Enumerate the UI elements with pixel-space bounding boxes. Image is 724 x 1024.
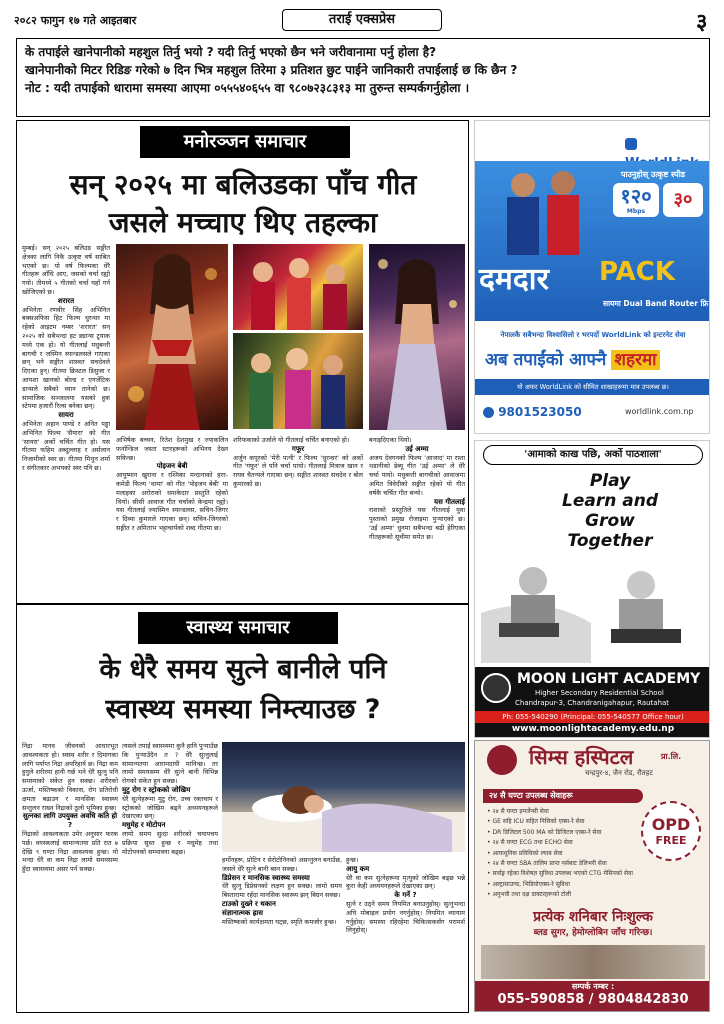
article-text: अजय देवगनको फिल्म 'आजाद' मा राशा थडानीको डेब्यू गीत 'उई अम्मा' ले धेरै चर्चा पायो। मधुबन्ती बागचीको आवाजमा अमित त्रिवेदीको सङ्गीत रहेको यो गीत वर्षकै चर्चित गीत बन्यो।	[369, 453, 465, 497]
hospital-logo-icon	[487, 745, 517, 775]
subheading: टाउको दुख्ने र थकान	[222, 899, 276, 908]
services-list	[487, 807, 647, 901]
article-text: धेरै सुत्नु डिप्रेसनको लक्षण हुन सक्छ। लामो समय बिस्तारामा रहँदा मानसिक स्वास्थ्य झन् बिग्रन सक्छ।	[222, 882, 342, 900]
article-text: सुत्ने र उठ्ने समय नियमित बनाउनुहोस्। सुत्नुभन्दा अघि मोबाइल प्रयोग नगर्नुहोस्। नियमित व्यायाम गर्नुहोस्। समस्या रहिरहेमा चिकित्सकसँग परामर्श लिनुहोस्।	[346, 899, 465, 935]
notice-line-1: के तपाईले खानेपानीको महशुल तिर्नु भयो ? यदी तिर्नु भएको छैन भने जरीवानामा पर्नु होला है?	[25, 45, 437, 59]
health-section-banner: स्वास्थ्य समाचार	[138, 612, 338, 644]
cricketers-image	[493, 165, 593, 255]
hospital-staff-photos	[481, 945, 705, 979]
hospital-address: चन्द्रपुर-४, जैन रोड, रौतहट	[585, 769, 653, 777]
pack-text: PACK	[599, 257, 676, 287]
hospital-pvt: प्रा.लि.	[661, 752, 682, 761]
entertainment-section-banner: मनोरञ्जन समाचार	[140, 126, 350, 158]
service-item: • अल्ट्रासाउण्ड, भिडियोएक्स-रे सुविधा	[487, 880, 570, 888]
article-text: आयुष्मान खुराना र रश्मिका मन्दानाको हरर-कमेडी फिल्म 'थामा' को गीत 'पोइजन बेबी' मा मलाइका अरोराको धमाकेदार प्रस्तुति रहेको थियो। सीसी आवाज गीत चर्चाको केन्द्रमा रह्यो। यस गीतलाई ज्यास्मिन स्यान्डलस, सचिन-जिगर र दिव्या कुमारले गाएका छन्। सचिन-जिगरको सङ्गीत र अमिताभ भट्टाचार्यको शब्द गीतमा छ।	[116, 471, 228, 532]
academy-sub: Higher Secondary Residential School	[535, 689, 664, 697]
headline-line-1: के धेरै समय सुत्ने बानीले पनि	[99, 654, 387, 685]
worldlink-line-1: नेपालकै सबैभन्दा विश्वासिलो र भरपर्दो WorldLink को इन्टरनेट सेवा	[500, 331, 686, 339]
service-item: • २४ सै घण्टा SBA तालिम प्राप्त नर्सबाट डेलिभरी सेवा	[487, 860, 607, 868]
service-item: • DR डिजिटल 500 MA को डिजिटल एक्स-रे सेवा	[487, 828, 602, 836]
health-col-4	[346, 856, 465, 1008]
article-text: अभिनेता रणवीर सिंह अभिनित बक्सअफिस हिट फिल्म धुरन्धर मा रहेको आइटम नम्बर 'शरारत' सन् २०२५ को सबैभन्दा हट ड्यान्स ट्र्याक मध्ये एक हो। यो गीतलाई मधुबन्ती बागची र जस्मिन स्यान्डलसले गाएका छन् भने सङ्गीत शास्वत सचदेवले दिएका हुन्। गीतमा क्रिस्टल डिसुजा र आयशा खानको बोल्ड र एनर्जेटिक डान्सले सबैको ध्यान तानेको छ। सामाजिक सञ्जालमा यसको हुक स्टेपमा हजारौं रिल्स बनेका छन्।	[22, 305, 110, 411]
article-text: निद्रा मानव जीवनको आधारभूत आवश्यकता हो। स्वस्थ शरीर र दिमागका लागि पर्याप्त निद्रा अपरिहार्य छ। निद्रा कम हुनुले शरीरमा हानी गर्छ भने धेरै सुत्नु पनि समस्याको संकेत हुन सक्छ। शरीरको ऊर्जा, मस्तिष्कको विकास, रोग प्रतिरोधी क्षमता बढाउन र मानसिक स्वास्थ्य सन्तुलन राख्न निद्राको ठूलो भूमिका हुन्छ।	[22, 742, 118, 812]
headline-line-1: सन् २०२५ मा बलिउडका पाँच गीत	[69, 168, 417, 201]
worldlink-phone[interactable]: 9801523050	[483, 405, 582, 419]
opd-free-badge: OPD FREE	[641, 801, 701, 861]
service-item: • २४ सै घण्टा ECG तथा ECHO सेवा	[487, 839, 573, 847]
masthead: तराई एक्सप्रेस	[282, 9, 442, 31]
subheading: मुटु रोग र स्ट्रोकको जोखिम	[122, 785, 191, 794]
academy-web[interactable]: www.moonlightacademy.edu.np	[511, 724, 675, 734]
article-text: बनाइदिएका थियो।	[369, 436, 412, 444]
headline-line-2: स्वास्थ्य समस्या निम्त्याउछ ?	[105, 694, 381, 725]
hospital-contact[interactable]: सम्पर्क नम्बर : 055-590858 / 9804842830	[475, 981, 710, 1012]
article-text: शरिफकाको उर्जाले यो गीतलाई चर्चित बनाएको हो।	[233, 436, 350, 444]
academy-name: MOON LIGHT ACADEMY	[517, 671, 701, 687]
academy-phone[interactable]: Ph: 055-540290 (Principal: 055-540577 Office hour)	[475, 711, 710, 723]
notice-box	[16, 38, 710, 117]
photo-dancer-red	[116, 244, 228, 430]
article-text: अभिनेता अहान पाण्डे र अनित पड्डा अभिनित फिल्म 'सैयारा' को गीत 'सायरा' अर्को चर्चित गीत हो। यस गीतमा फहिम अब्दुल्लाह र अर्सलान निजामीको स्वर छ। गीतमा मिथुन शर्मा र संगीतकार अभयको स्वर पनि छ।	[22, 419, 110, 472]
subheading: सुत्नका लागि उपयुक्त अवधि कति हो ?	[22, 812, 118, 830]
entertainment-col-4	[369, 436, 465, 600]
worldlink-ad[interactable]	[474, 120, 710, 434]
article-text: धेरै सुत्नेहरूमा मुटु रोग, उच्च रक्तचाप र स्ट्रोकको जोखिम बढ्ने अध्ययनहरूले देखाएका छन्।	[122, 794, 218, 821]
moonlight-academy-ad[interactable]	[474, 440, 710, 738]
article-text: निद्राको आवश्यकता उमेर अनुसार फरक पर्छ। वयस्कलाई सामान्यतया प्रति रात ७ देखि ९ घण्टा निद्रा आवश्यक हुन्छ। यो भन्दा धेरै वा कम निद्रा लामो समयसम्म हुँदा स्वास्थ्यमा असर पर्न सक्छ।	[22, 829, 118, 874]
article-text: मस्तिष्कको कार्यक्षमता घट्छ, स्मृति कमजोर हुन्छ।	[222, 917, 337, 926]
subheading: गफूर	[291, 444, 305, 453]
services-title: २४ सै घण्टा उपलब्ध सेवाहरू	[483, 789, 643, 803]
children-reading-image	[481, 553, 705, 663]
health-headline[interactable]	[18, 650, 468, 730]
speed-tag: पाउनुहोस् उत्कृष्ट स्पीड	[620, 170, 686, 179]
phone-icon	[483, 407, 494, 418]
worldlink-logo-icon	[625, 138, 637, 150]
service-item: • अत्याधुनिक प्रविधिको ल्याब सेवा	[487, 849, 563, 857]
service-item: • २४ सै घण्टा इमर्जेन्सी सेवा	[487, 808, 549, 815]
subheading: के गर्ने ?	[394, 891, 417, 900]
free-desc: ब्लड सुगर, हेमोग्लोबिन जाँच गरिन्छ।	[533, 928, 653, 938]
page-header	[0, 0, 724, 36]
service-item: • GE सहि ICU सहित निसिको एक्स-रे सेवा	[487, 818, 585, 826]
photo-dancers-group-red	[233, 244, 363, 330]
worldlink-line-3: यो अफर WorldLink को सीमित शाखाहरूमा मात्र उपलब्ध छ।	[475, 379, 710, 395]
article-text: हर्मोनहरू, प्रोटिन र सेरोटोनिनको असन्तुलन बनाउँछ, जसले धेरै सुत्ने बानी बस्न सक्छ।	[222, 856, 342, 873]
article-text: धेरै वा कम सुत्नेहरूमा मृत्युको जोखिम बढ्छ भन्ने कुरा केही अध्ययनहरूले देखाएका छन्।	[346, 873, 465, 891]
photo-sleeping-woman	[222, 742, 465, 852]
service-item: • सर्वाङ्ग रहेका विशेषज्ञ सुविधा उपलब्ध भएको CTG मेसिनको सेवा	[487, 870, 633, 878]
article-text: लामो समय सुत्दा शरीरको चयापचय प्रक्रिया सुस्त हुन्छ र मधुमेह तथा मोटोपनको सम्भावना बढ्छ।	[122, 829, 218, 856]
health-col-2	[122, 742, 218, 1008]
subheading: आयु कम	[346, 864, 370, 873]
subheading: पोइजन बेबी	[156, 462, 188, 471]
photo-dancer-purple	[369, 244, 465, 430]
worldlink-city: अब तपाईंको आफ्नै शहरमा	[485, 347, 705, 377]
router-text: सायमा Dual Band Router फ्रि	[603, 299, 709, 308]
entertainment-col-3	[233, 436, 363, 600]
sims-hospital-ad[interactable]	[474, 740, 710, 1012]
entertainment-col-2	[116, 436, 228, 600]
article-text: अभिषेक बच्चन, रितेश देशमुख र ज्याकलिन फर्नान्डिज जस्ता स्टारहरूको अभिनय देख्न सकिन्छ।	[116, 436, 228, 462]
academy-logo-icon	[481, 673, 511, 703]
article-text: हुन्छ।	[346, 856, 359, 864]
academy-footer	[475, 667, 710, 738]
play-learn-slogan: Play Learn and Grow Together	[562, 471, 658, 551]
article-text: राशाको प्रस्तुतिले यस गीतलाई युवा पुस्ताको प्रमुख रोजाइमा पुर्‍याएको छ। 'उई अम्मा' धुनमा सबैभन्दा बढी हेरिएका गीतहरूको सूचीमा समेत छ।	[369, 506, 465, 541]
subheading: सायरा	[58, 411, 74, 420]
entertainment-headline[interactable]	[20, 166, 466, 242]
article-text: त्यसले तपाईं स्वास्थ्यमा कुनै हानि पुर्‍याउँछ कि पुर्‍याउँदैन त ? धेरै सुत्नुलाई सामान्यतया आरामदायी मानिन्छ। तर लामो समयसम्म धेरै सुत्ने बानी विभिन्न रोगको संकेत हुन सक्छ।	[122, 742, 218, 786]
date-line: २०८२ फागुन १७ गते आइतबार	[14, 14, 137, 27]
subheading: शरारत	[57, 296, 75, 305]
headline-line-2: जसले मच्चाए थिए तहल्का	[108, 206, 378, 239]
worldlink-site[interactable]: worldlink.com.np	[625, 407, 694, 416]
photo-dancers-party	[233, 333, 363, 429]
health-col-3	[222, 856, 342, 1008]
academy-address: Chandrapur-3, Chandranigahapur, Rautahat	[515, 699, 670, 707]
entertainment-col-1	[22, 244, 110, 600]
notice-line-3: नोट : यदी तपाईको धारामा समस्या आएमा ०५५५४०६५५ वा ९८०७२३८३१३ मा तुरुन्त सम्पर्कगर्नुहोला ।	[25, 81, 470, 95]
hospital-name: सिम्स हस्पिटल	[529, 745, 634, 769]
page-number: ३	[696, 10, 708, 35]
speed-badge: १२० Mbps	[613, 183, 659, 217]
damdar-text: दमदार	[479, 262, 549, 297]
article-text: मुम्बई। सन् २०२५ बलिउड सङ्गीत क्षेत्रका लागि निकै उत्कृष्ट वर्ष साबित भएको छ। यो वर्ष फिल्मका धेरै गीतहरू आँधि आए, जसको चर्चा रह्यो गयो। तीमध्ये ५ गीतको चर्चा यहाँ गर्न खोजिएको छ।	[22, 244, 110, 296]
academy-tagline: 'आमाको काख पछि, अर्को पाठशाला'	[483, 445, 703, 465]
subheading: मधुमेह र मोटोपन	[122, 821, 166, 830]
section-divider	[16, 603, 469, 605]
subheading: संज्ञानात्मक ह्रास	[222, 908, 263, 917]
article-text: अर्जुन कपूरको 'मेरी पत्नी' र फिल्म 'धुरन्धर' को अर्को गीत 'गफूर' ले पनि चर्चा पायो। गीतलाई मित्राज खान र राघव चैतन्यले गाएका छन्। सङ्गीत शास्वत सचदेव र बोल कुमारको छ।	[233, 453, 363, 488]
worldlink-banner	[475, 161, 710, 321]
service-item: • अनुभवी तथा दक्ष डाक्टरहरूको टोली	[487, 891, 572, 899]
subheading: डिप्रेसन र मानसिक स्वास्थ्य समस्या	[222, 873, 310, 882]
price-badge: ३०	[663, 183, 703, 217]
notice-line-2: खानेपानीको मिटर रिडिङ गरेको ७ दिन भित्र महशुल तिरेमा ३ प्रतिशत छुट पाईने जानिकारी तपाईलाई छ कि छैन ?	[25, 63, 518, 77]
health-col-1	[22, 742, 118, 1008]
subheading: उई अम्मा	[405, 444, 429, 453]
subheading: यस गीतलाई	[434, 497, 465, 506]
free-day: प्रत्येक शनिबार निःशुल्क	[533, 909, 653, 925]
